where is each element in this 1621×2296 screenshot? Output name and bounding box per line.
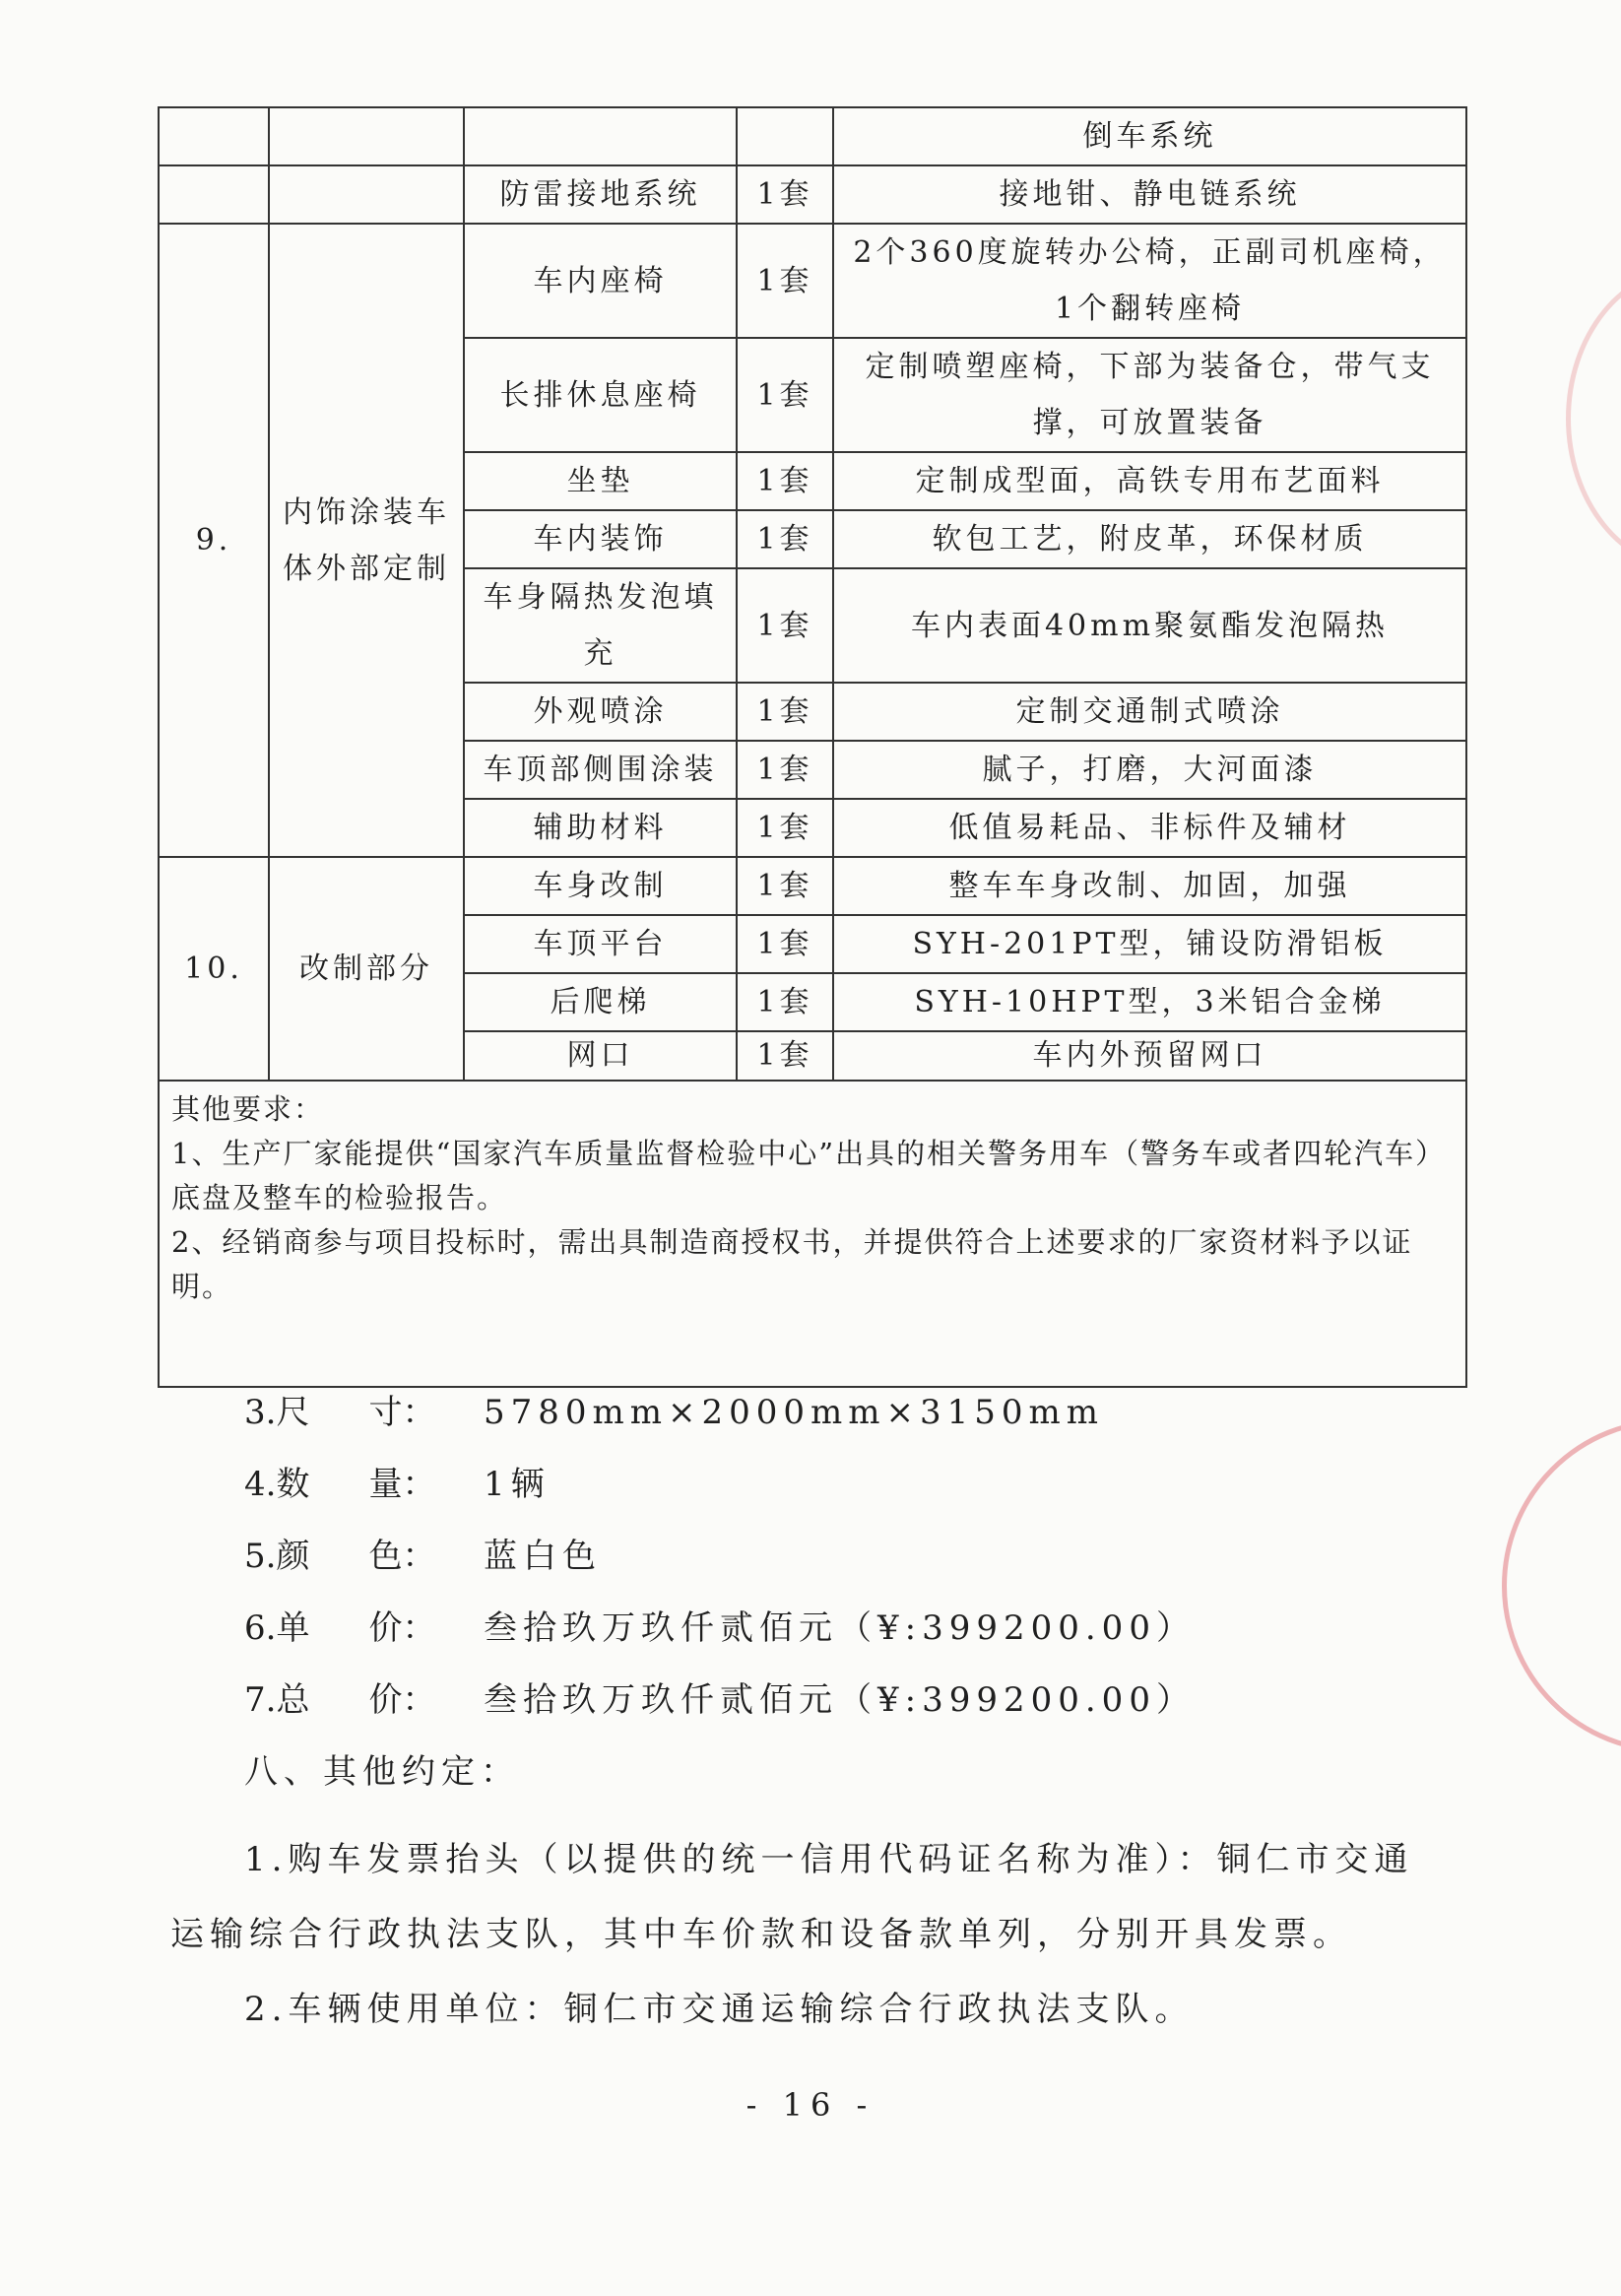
spec-label: 颜	[276, 1537, 310, 1576]
spec-label: 价	[368, 1680, 403, 1720]
table-cell-detail: 定制交通制式喷涂	[833, 683, 1466, 741]
table-cell-item: 防雷接地系统	[464, 165, 737, 224]
table-cell-category: 改制部分	[269, 857, 464, 1081]
table-cell-item: 车身改制	[464, 857, 737, 915]
table-cell-detail: 腻子，打磨，大河面漆	[833, 741, 1466, 799]
table-row	[159, 1081, 1466, 1387]
table-cell-qty: 1套	[737, 510, 833, 568]
table-cell-detail: 车内外预留网口	[833, 1031, 1466, 1081]
spec-num: 6.	[244, 1608, 277, 1648]
table-row	[159, 107, 1466, 165]
spec-num: 4.	[244, 1465, 277, 1504]
table-cell-item: 车内座椅	[464, 224, 737, 338]
table-cell-qty: 1套	[737, 224, 833, 338]
table-cell-qty: 1套	[737, 741, 833, 799]
spec-num: 7.	[244, 1680, 277, 1720]
colon: ：	[402, 1680, 436, 1720]
table-cell-item: 后爬梯	[464, 973, 737, 1031]
spec-label: 尺	[276, 1393, 310, 1432]
table-cell-qty: 1套	[737, 857, 833, 915]
spec-value: 叁拾玖万玖仟贰佰元（¥:399200.00）	[484, 1608, 1196, 1648]
spec-value: 蓝白色	[484, 1537, 602, 1576]
table-cell-qty: 1套	[737, 799, 833, 857]
table-cell-item: 长排休息座椅	[464, 338, 737, 452]
table-cell-qty: 1套	[737, 452, 833, 510]
table-cell-detail: 定制喷塑座椅，下部为装备仓，带气支撑，可放置装备	[833, 338, 1466, 452]
table-cell-no: 10.	[159, 857, 269, 1081]
table-cell-detail: 2个360度旋转办公椅，正副司机座椅，1个翻转座椅	[833, 224, 1466, 338]
table-cell-item: 网口	[464, 1031, 737, 1081]
table-cell-qty: 1套	[737, 568, 833, 683]
table-cell-item: 车身隔热发泡填充	[464, 568, 737, 683]
table-cell-detail: 倒车系统	[833, 107, 1466, 165]
page-number: - 16 -	[746, 2086, 875, 2124]
table-cell-qty: 1套	[737, 165, 833, 224]
section-title: 八、其他约定：	[244, 1752, 520, 1792]
table-cell-no	[159, 165, 269, 224]
table-cell-category	[269, 165, 464, 224]
spec-line-qty	[244, 1465, 551, 1504]
spec-value: 叁拾玖万玖仟贰佰元（¥:399200.00）	[484, 1680, 1196, 1720]
table-cell-qty: 1套	[737, 915, 833, 973]
spec-label: 寸	[368, 1393, 403, 1432]
table-cell-item: 车内装饰	[464, 510, 737, 568]
spec-num: 3.	[244, 1393, 277, 1432]
table-cell-qty: 1套	[737, 683, 833, 741]
table-cell-qty: 1套	[737, 973, 833, 1031]
seal-stamp	[1566, 266, 1621, 571]
table-cell-item	[464, 107, 737, 165]
table-cell-item: 坐垫	[464, 452, 737, 510]
colon: ：	[402, 1465, 436, 1504]
table-cell-detail: 软包工艺，附皮革，环保材质	[833, 510, 1466, 568]
spec-value: 5780mm×2000mm×3150mm	[484, 1393, 1104, 1432]
requirements-text: 其他要求： 1、生产厂家能提供“国家汽车质量监督检验中心”出具的相关警务用车（警务车或者四轮汽车）底盘及整车的检验报告。 2、经销商参与项目投标时，需出具制造商授权书，并提供符合上述要求的厂家资材料予以证明。	[159, 1081, 1466, 1387]
spec-label: 数	[276, 1465, 310, 1504]
spec-label: 价	[368, 1608, 403, 1648]
table-row	[159, 165, 1466, 224]
table-cell-detail: SYH-201PT型，铺设防滑铝板	[833, 915, 1466, 973]
clause-1: 1.购车发票抬头（以提供的统一信用代码证名称为准）：铜仁市交通运输综合行政执法支队，其中车价款和设备款单列，分别开具发票。	[170, 1840, 1414, 1954]
table-cell-qty: 1套	[737, 1031, 833, 1081]
table-cell-detail: 车内表面40mm聚氨酯发泡隔热	[833, 568, 1466, 683]
spec-line-color	[244, 1537, 602, 1576]
table-cell-no: 9.	[159, 224, 269, 857]
spec-table	[158, 106, 1467, 1388]
spec-line-unit-price	[244, 1608, 1196, 1648]
table-cell-item: 车顶平台	[464, 915, 737, 973]
table-cell-no	[159, 107, 269, 165]
table-cell-item: 车顶部侧围涂装	[464, 741, 737, 799]
table-cell-detail: 定制成型面，高铁专用布艺面料	[833, 452, 1466, 510]
table-cell-item: 辅助材料	[464, 799, 737, 857]
colon: ：	[402, 1608, 436, 1648]
colon: ：	[402, 1537, 436, 1576]
table-cell-detail: SYH-10HPT型，3米铝合金梯	[833, 973, 1466, 1031]
spec-line-size	[244, 1393, 1104, 1432]
table-cell-item: 外观喷涂	[464, 683, 737, 741]
spec-value: 1辆	[484, 1465, 551, 1504]
spec-num: 5.	[244, 1537, 277, 1576]
spec-label: 量	[368, 1465, 403, 1504]
table-cell-detail: 整车车身改制、加固，加强	[833, 857, 1466, 915]
table-cell-category	[269, 107, 464, 165]
spec-label: 色	[368, 1537, 403, 1576]
table-cell-qty	[737, 107, 833, 165]
spec-line-total-price	[244, 1680, 1196, 1720]
table-cell-category: 内饰涂装车体外部定制	[269, 224, 464, 857]
clause-2: 2.车辆使用单位：铜仁市交通运输综合行政执法支队。	[244, 1990, 1195, 2029]
spec-label: 单	[276, 1608, 310, 1648]
table-row	[159, 857, 1466, 915]
table-cell-qty: 1套	[737, 338, 833, 452]
spec-label: 总	[276, 1680, 310, 1720]
table-cell-detail: 接地钳、静电链系统	[833, 165, 1466, 224]
colon: ：	[402, 1393, 436, 1432]
seal-stamp	[1502, 1418, 1621, 1753]
table-row	[159, 224, 1466, 338]
table-cell-detail: 低值易耗品、非标件及辅材	[833, 799, 1466, 857]
